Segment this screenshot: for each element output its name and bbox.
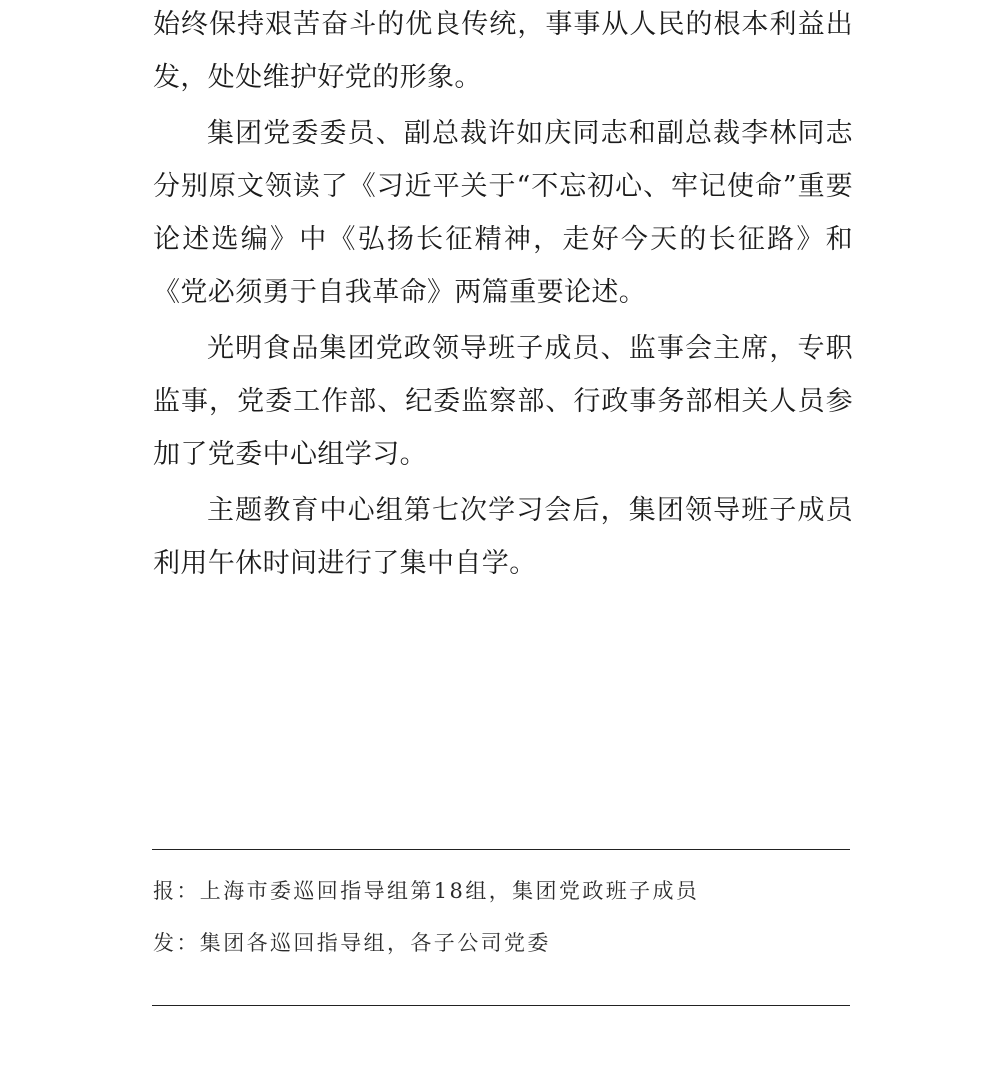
distribution-bottom-rule xyxy=(152,1005,850,1006)
report-to-line: 报：上海市委巡回指导组第18组，集团党政班子成员 xyxy=(153,879,700,903)
distribution-top-rule xyxy=(152,849,850,850)
send-to-line: 发：集团各巡回指导组，各子公司党委 xyxy=(153,931,551,955)
paragraph-reading-leaders: 集团党委委员、副总裁许如庆同志和副总裁李林同志分别原文领读了《习近平关于“不忘初心、牢记使命”重要论述选编》中《弘扬长征精神，走好今天的长征路》和《党必须勇于自我革命》两篇重要论述。 xyxy=(153,118,853,308)
paragraph-continued: 始终保持艰苦奋斗的优良传统，事事从人民的根本利益出发，处处维护好党的形象。 xyxy=(153,9,853,93)
document-body xyxy=(153,0,853,590)
paragraph-attendees: 光明食品集团党政领导班子成员、监事会主席，专职监事，党委工作部、纪委监察部、行政事务部相关人员参加了党委中心组学习。 xyxy=(153,333,853,470)
paragraph-self-study: 主题教育中心组第七次学习会后，集团领导班子成员利用午休时间进行了集中自学。 xyxy=(153,495,853,579)
